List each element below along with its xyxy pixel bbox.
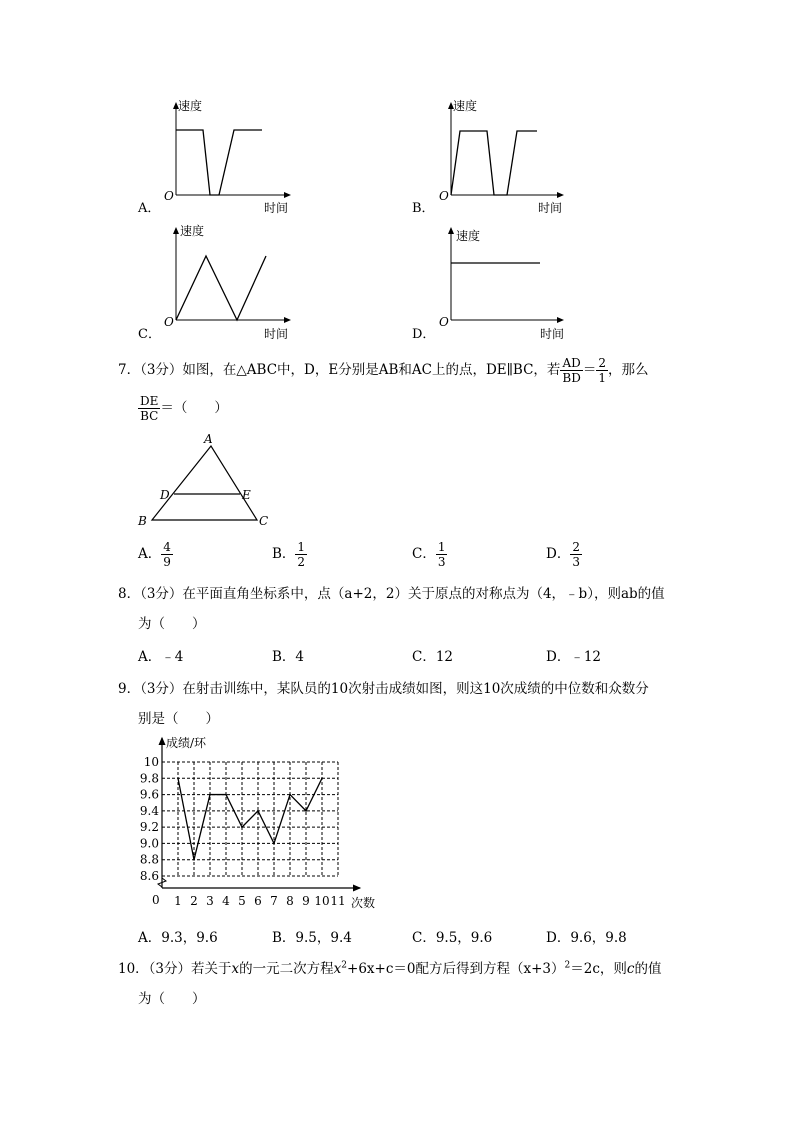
vertex-c-label: C	[259, 514, 269, 528]
graph-b-x-label: 时间	[538, 201, 563, 215]
graph-a-option: A．	[138, 201, 161, 216]
x-tick-label: 3	[206, 894, 214, 908]
x-tick-label: 6	[254, 894, 262, 908]
graph-c-origin: O	[164, 315, 174, 329]
score-chart	[0, 730, 420, 920]
chart-x-axis-label: 次数	[351, 896, 376, 910]
graph-d-origin: O	[439, 315, 449, 329]
q8-stem-line1: 8．（3分）在平面直角坐标系中，点（a+2，2）关于原点的对称点为（4，﹣b），则ab的值	[118, 586, 665, 602]
q7-ratio-fraction: $\frac{AD}{BD}$	[562, 356, 581, 385]
data-point	[257, 810, 259, 812]
chart-x-ticks	[174, 894, 345, 908]
graph-c	[138, 223, 290, 342]
q8-stem-line2: 为（ ）	[138, 616, 206, 632]
y-tick-label: 8.6	[139, 869, 159, 883]
data-point	[289, 794, 291, 796]
q9-stem-line1: 9．（3分）在射击训练中，某队员的10次射击成绩如图，则这10次成绩的中位数和众数分	[118, 681, 649, 697]
score-series-line	[178, 778, 322, 859]
y-tick-label: 9.4	[139, 803, 159, 818]
x-tick-label: 2	[190, 894, 198, 908]
chart-y-ticks	[140, 755, 159, 883]
q8-option-c[interactable]: C．12	[412, 649, 454, 665]
q7-stem-line1: 7．（3分）如图，在△ABC中，D，E分别是AB和AC上的点，DE∥BC，若 $\frac{AD}{BD}$ ＝ $\frac{2}{1}$ ，那么	[118, 356, 649, 385]
graph-a-y-label: 速度	[178, 99, 203, 113]
vertex-d-label: D	[160, 488, 170, 502]
q7-option-a[interactable]: A． $\frac{4}{9}$	[138, 540, 171, 569]
q10-stem-line2: 为（ ）	[138, 991, 206, 1007]
data-point	[177, 777, 179, 779]
graph-b-origin: O	[439, 189, 449, 203]
y-tick-label: 9.6	[139, 787, 159, 802]
y-tick-label: 9.2	[139, 820, 159, 835]
q9-stem-line2: 别是（ ）	[138, 711, 219, 727]
q9-option-b[interactable]: B．9.5，9.4	[272, 930, 352, 946]
q8-option-d[interactable]: D．﹣12	[546, 649, 602, 665]
data-point	[321, 777, 323, 779]
q7-stem-line2: $\frac{DE}{BC}$ ＝（ ）	[140, 394, 228, 423]
q9-option-c[interactable]: C．9.5，9.6	[412, 930, 493, 946]
q7-value-fraction: $\frac{2}{1}$	[598, 356, 606, 385]
x-tick-label: 10	[314, 894, 330, 908]
data-point	[209, 794, 211, 796]
data-point	[241, 826, 243, 828]
graph-c-y-label: 速度	[180, 224, 205, 238]
graph-a-x-label: 时间	[264, 201, 289, 215]
x-tick-label: 11	[330, 894, 346, 908]
x-tick-label: 8	[286, 894, 294, 908]
q9-option-d[interactable]: D．9.6，9.8	[546, 930, 627, 946]
graph-d-y-label: 速度	[456, 229, 481, 243]
vertex-e-label: E	[242, 488, 251, 502]
y-tick-label: 10	[143, 755, 159, 769]
y-tick-label: 9.0	[139, 836, 159, 851]
x-tick-label: 1	[174, 894, 182, 908]
x-tick-label: 7	[270, 894, 278, 908]
graph-b-option: B．	[412, 201, 435, 216]
q9-option-a[interactable]: A．9.3，9.6	[138, 930, 218, 946]
q8-option-b[interactable]: B．4	[272, 649, 305, 665]
chart-y-axis-label: 成绩/环	[166, 736, 207, 750]
data-point	[225, 794, 227, 796]
q7-option-b[interactable]: B． $\frac{1}{2}$	[272, 540, 306, 569]
q7-stem-text: 7．（3分）如图，在△ABC中，D，E分别是AB和AC上的点，DE∥BC，若	[118, 362, 561, 378]
graph-d-option: D．	[412, 327, 436, 342]
graph-d	[412, 228, 564, 342]
chart-series	[177, 777, 323, 860]
vertex-b-label: B	[138, 514, 147, 528]
triangle-figure	[0, 420, 320, 535]
q7-ask-fraction: $\frac{DE}{BC}$	[140, 394, 159, 423]
vertex-a-label: A	[204, 432, 213, 446]
graph-a-origin: O	[164, 189, 174, 203]
chart-origin-label: 0	[152, 893, 160, 907]
data-point	[273, 843, 275, 845]
graph-b-y-label: 速度	[453, 99, 478, 113]
y-tick-label: 9.8	[139, 771, 159, 786]
data-point	[305, 810, 307, 812]
q7-option-c[interactable]: C． $\frac{1}{3}$	[412, 540, 446, 569]
x-tick-label: 9	[302, 894, 310, 908]
x-tick-label: 5	[238, 894, 246, 908]
q10-stem-line1: 10．（3分）若关于x的一元二次方程$x^2+6x+c=0$配方后得到方程$(x+3)^2=2c$，则c的值	[118, 960, 662, 977]
graph-a	[137, 98, 290, 216]
graph-d-x-label: 时间	[540, 327, 565, 341]
graph-b	[412, 98, 563, 216]
graph-c-option: C．	[138, 327, 161, 342]
q7-option-d[interactable]: D． $\frac{2}{3}$	[546, 540, 580, 569]
y-tick-label: 8.8	[139, 852, 159, 867]
q8-option-a[interactable]: A．﹣4	[138, 649, 184, 665]
x-tick-label: 4	[222, 894, 230, 908]
graph-c-x-label: 时间	[264, 327, 289, 341]
speed-time-graphs	[0, 0, 794, 350]
data-point	[193, 859, 195, 861]
